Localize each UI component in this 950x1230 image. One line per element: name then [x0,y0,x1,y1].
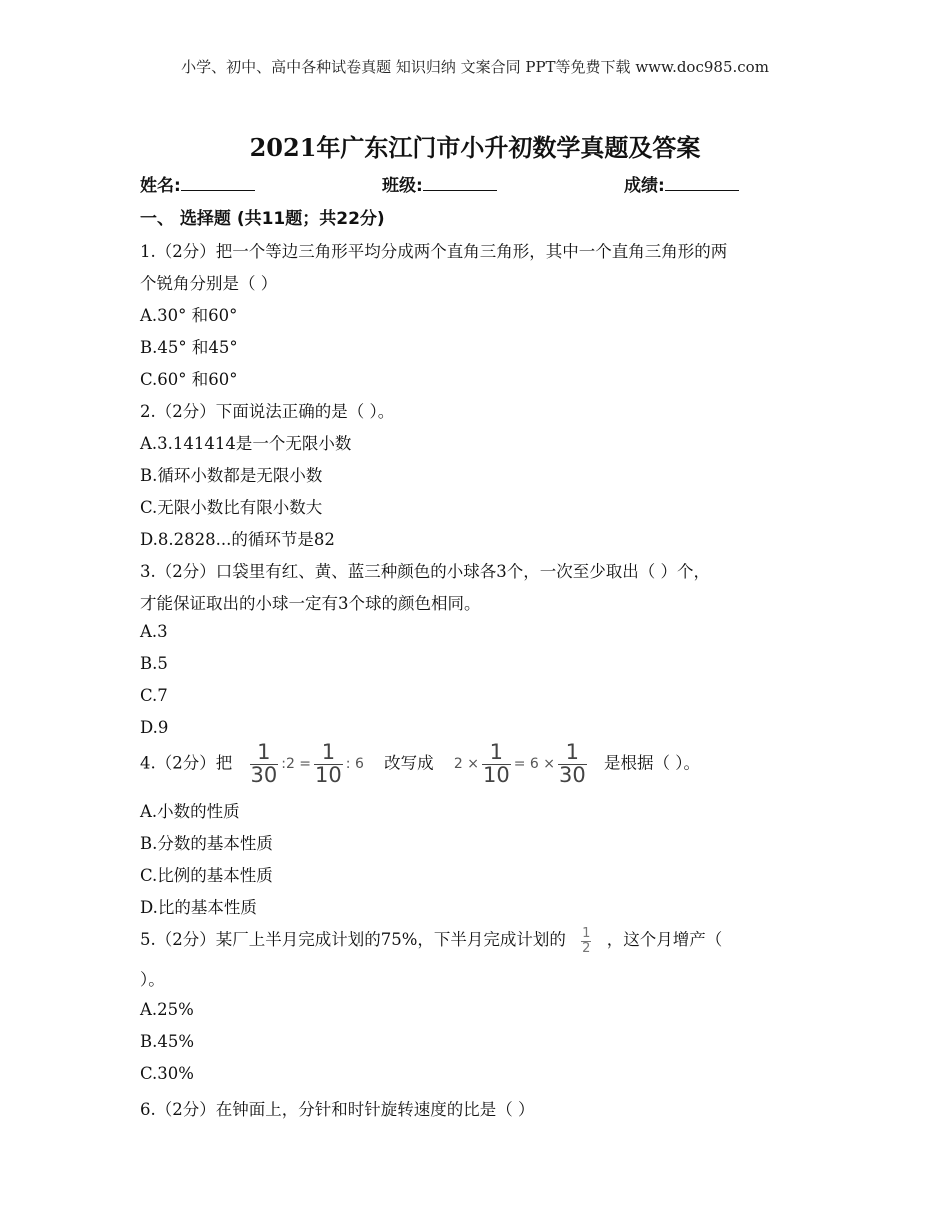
q4-prefix: 4.（2分）把 [140,753,233,773]
operator: = 6 × [513,756,555,772]
q4-mid: 改写成 [384,753,434,773]
question-3-stem: 3.（2分）口袋里有红、黄、蓝三种颜色的小球各3个，一次至少取出（ ）个， [140,562,710,581]
page-header: 小学、初中、高中各种试卷真题 知识归纳 文案合同 PPT等免费下载 www.doc985.com [181,58,769,76]
q5-prefix: 5.（2分）某厂上半月完成计划的75%，下半月完成计划的 [140,930,566,949]
operator: :2 = [281,756,312,772]
q4-suffix: 是根据（ ）。 [603,753,700,773]
q2-option-c: C.无限小数比有限小数大 [140,498,323,517]
fraction [558,742,587,786]
q5-option-a: A.25% [140,1000,194,1019]
name-label: 姓名: [140,176,181,196]
fraction [250,742,279,786]
q3-option-c: C.7 [140,686,168,705]
q4-expression-1 [250,742,367,786]
section-heading: 一、 选择题 (共11题；共22分) [140,209,385,229]
q3-option-d: D.9 [140,718,169,737]
class-field [382,171,497,196]
q4-option-d: D.比的基本性质 [140,898,257,917]
q5-option-c: C.30% [140,1064,194,1083]
name-blank [181,174,255,191]
student-info-row [140,171,840,197]
numerator: 1 [250,742,279,765]
numerator: 1 [314,742,343,765]
q5-suffix: ，这个月增产（ [606,930,723,949]
score-field [624,171,739,196]
fraction [314,742,343,786]
q2-option-a: A.3.141414是一个无限小数 [140,434,352,453]
denominator: 10 [315,763,342,787]
class-label: 班级: [382,176,423,196]
question-1-stem-cont: 个锐角分别是（ ） [140,274,278,293]
question-6-stem: 6.（2分）在钟面上，分针和时针旋转速度的比是（ ） [140,1100,535,1119]
q1-option-a: A.30° 和60° [140,306,238,325]
question-3-stem-cont: 才能保证取出的小球一定有3个球的颜色相同。 [140,594,481,613]
fraction [581,927,591,955]
denominator: 30 [558,763,586,787]
name-field [140,171,255,196]
numerator: 1 [558,742,587,765]
q2-option-b: B.循环小数都是无限小数 [140,466,323,485]
page-title: 2021年广东江门市小升初数学真题及答案 [249,133,701,162]
question-5-stem [140,926,722,955]
score-blank [665,174,739,191]
q1-option-b: B.45° 和45° [140,338,238,357]
question-5-stem-cont: ）。 [140,970,165,989]
q4-option-b: B.分数的基本性质 [140,834,273,853]
q5-option-b: B.45% [140,1032,195,1051]
q4-expression-2 [451,742,587,786]
class-blank [423,174,497,191]
denominator: 30 [250,763,278,787]
score-label: 成绩: [624,176,665,196]
operator: 2 × [453,756,479,772]
fraction [482,742,511,786]
q2-option-d: D.8.2828...的循环节是82 [140,530,335,549]
denominator: 2 [582,940,591,956]
q3-option-a: A.3 [140,622,168,641]
q3-option-b: B.5 [140,654,168,673]
q1-option-c: C.60° 和60° [140,370,238,389]
question-2-stem: 2.（2分）下面说法正确的是（ ）。 [140,402,395,421]
operator: : 6 [345,756,364,772]
numerator: 1 [582,925,591,941]
numerator: 1 [482,742,511,765]
q4-option-c: C.比例的基本性质 [140,866,273,885]
q4-option-a: A.小数的性质 [140,802,240,821]
denominator: 10 [482,763,510,787]
question-1-stem: 1.（2分）把一个等边三角形平均分成两个直角三角形，其中一个直角三角形的两 [140,242,728,261]
question-4-stem [140,742,700,786]
